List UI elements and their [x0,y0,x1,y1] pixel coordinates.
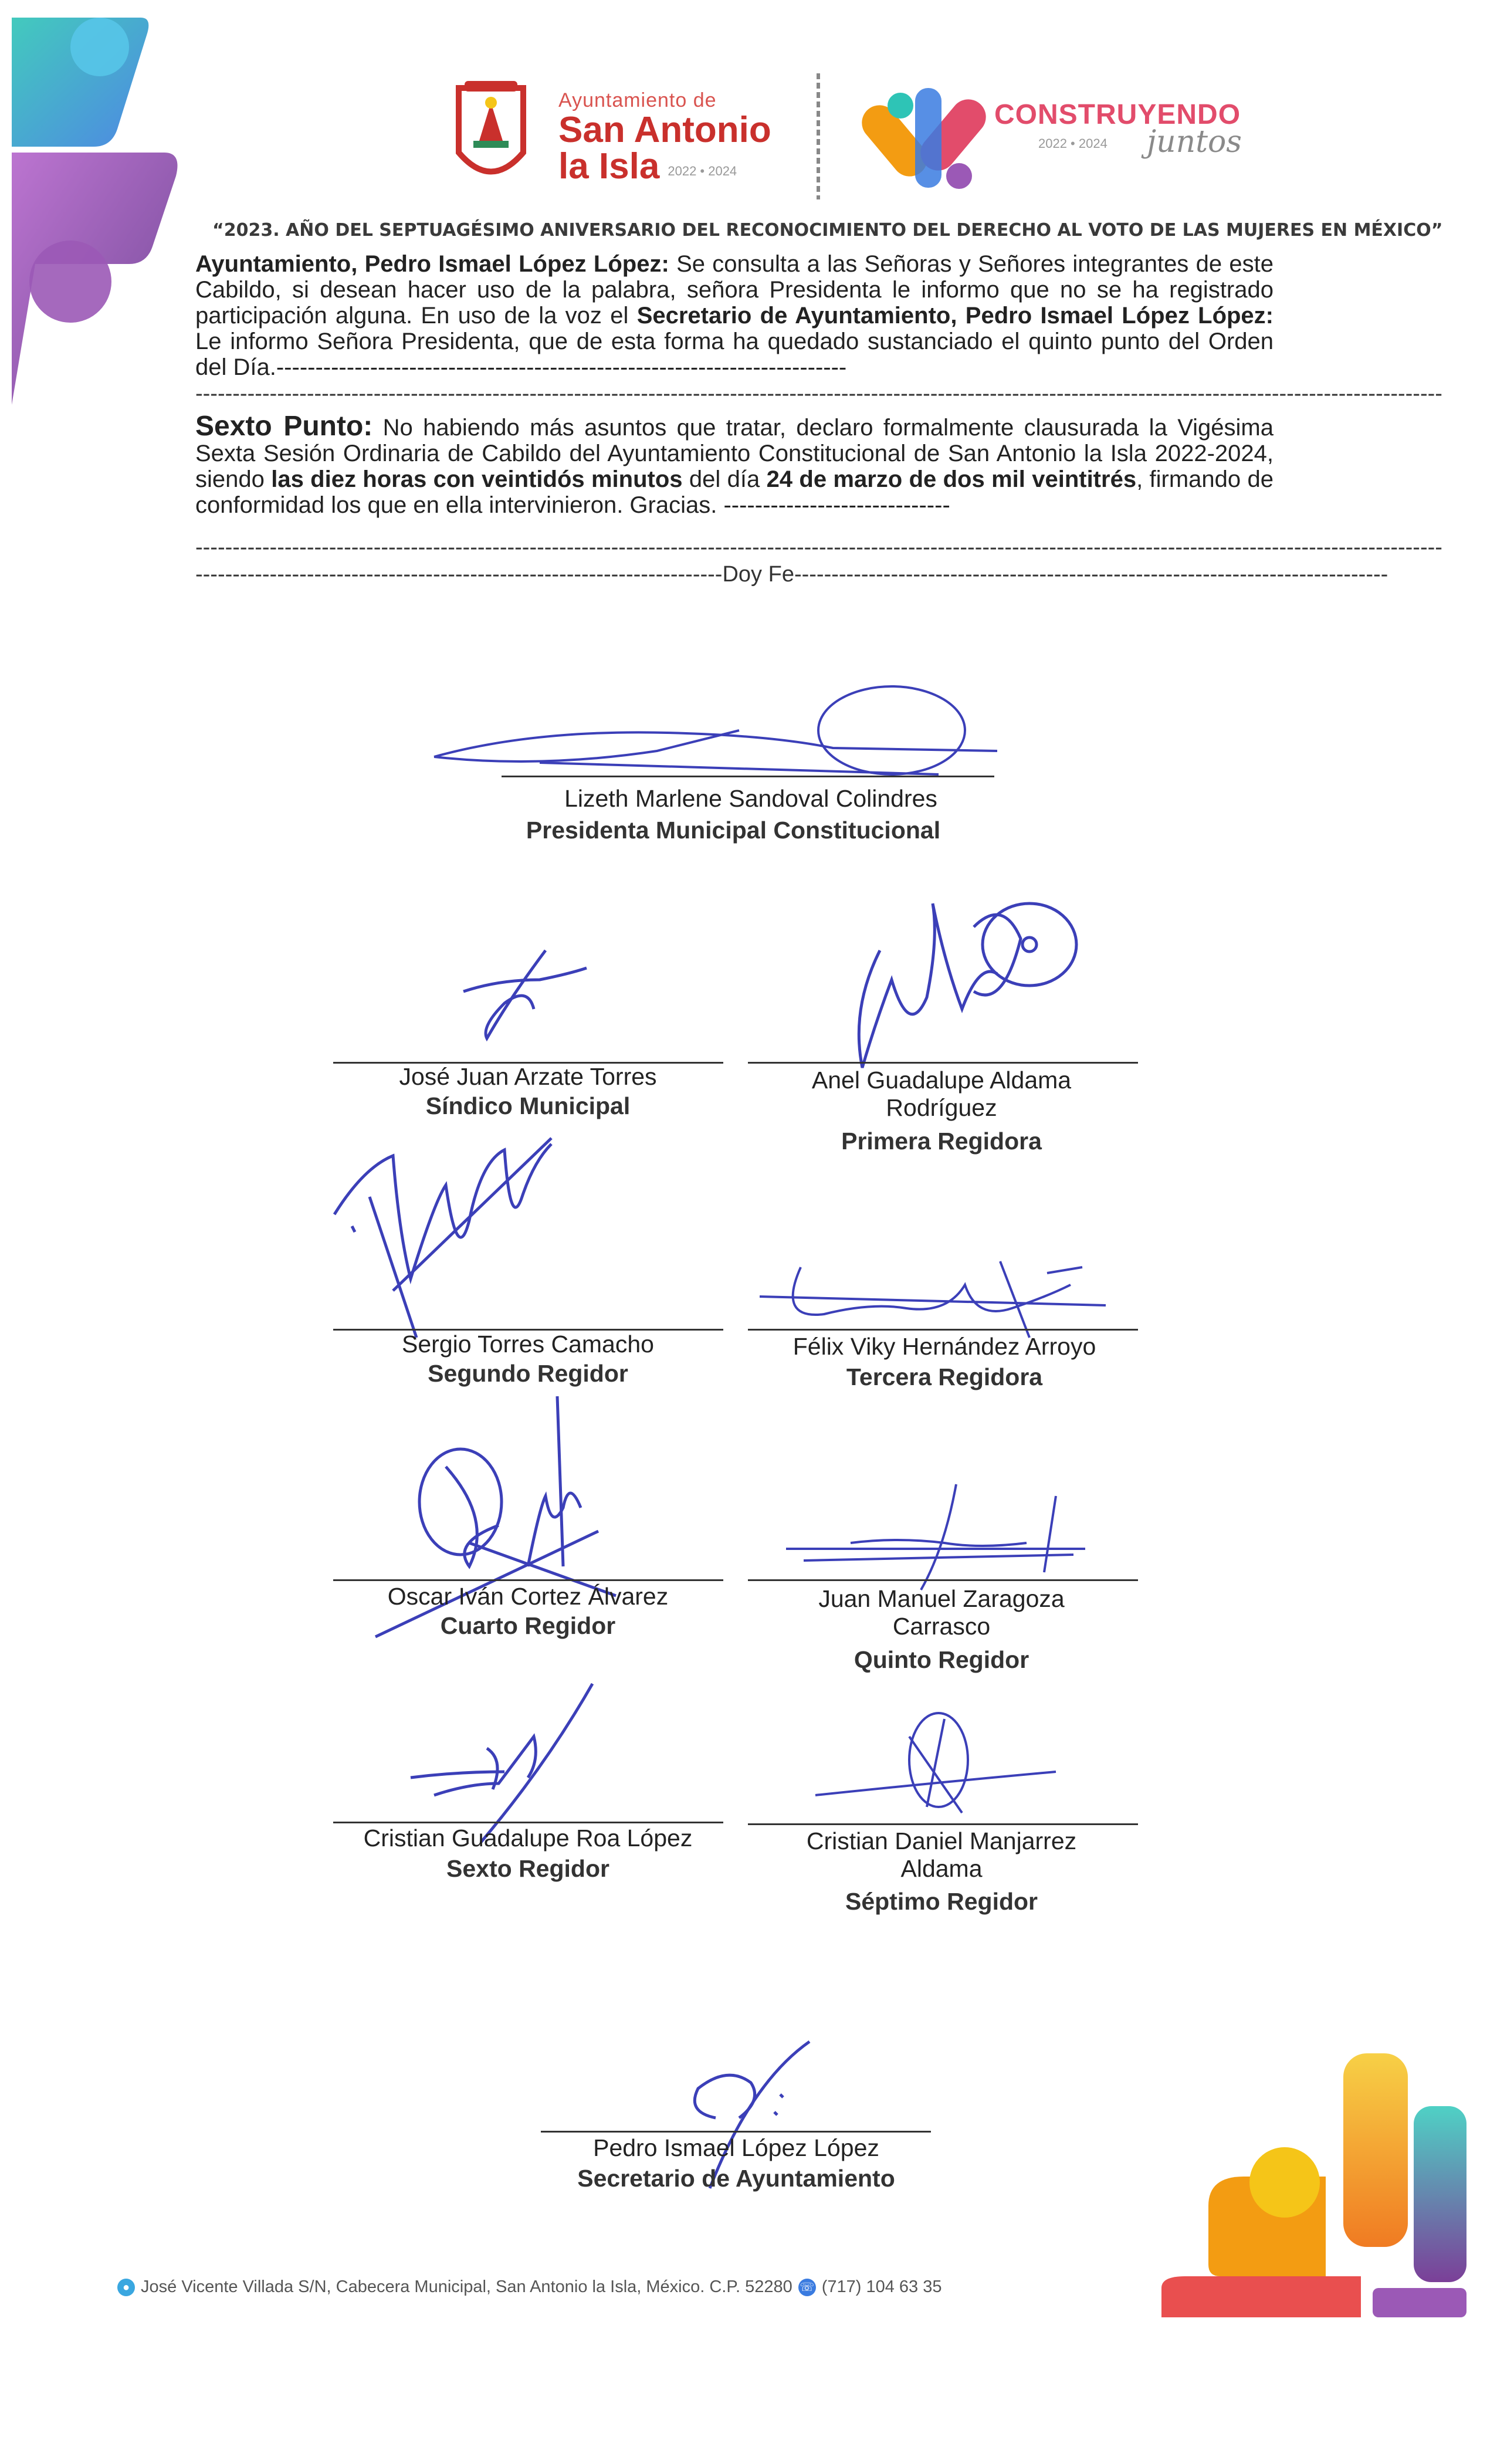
signatory-role: Séptimo Regidor [845,1888,1038,1915]
signatory-role: Secretario de Ayuntamiento [577,2165,895,2192]
signature-primera-regidora [827,892,1085,1085]
decorative-shapes-bottom-right [1150,2042,1478,2317]
signature-line [748,1823,1138,1825]
dash-filler: -------------------------------------------------------------------------------- [794,562,1388,587]
signature-line [502,776,994,777]
brand-title: CONSTRUYENDO [994,99,1241,130]
signature-presidenta [422,675,1009,792]
signatory-name: Oscar Iván Cortez Álvarez [387,1583,669,1610]
municipal-logo [447,76,535,194]
footer-contact [117,2277,942,2297]
paragraph-text: , firmando de conformidad los que en ella intervinieron. Gracias. [195,466,1274,518]
signatory-name: Juan Manuel Zaragoza Carrasco [818,1585,1065,1640]
municipal-name [558,89,805,185]
logo-line-3: la Isla [558,146,660,187]
signatory-name: Anel Guadalupe Aldama Rodríguez [811,1067,1072,1121]
dash-filler: ----------------------------------------------------------------------- [195,562,723,587]
footer-address: José Vicente Villada S/N, Cabecera Municipal, San Antonio la Isla, México. C.P. 52280 [141,2277,792,2296]
signatory-name: Cristian Daniel Manjarrez Aldama [806,1827,1077,1882]
construyendo-logo-icon [865,76,988,199]
session-date: 24 de marzo de dos mil veintitrés [766,466,1137,492]
dash-separator: ------------------------------------------------------------------------------------------------------------------------------------------------------------------------ [195,535,1442,560]
signature-sindico [452,939,598,1050]
signatory-role: Quinto Regidor [854,1646,1029,1673]
motto-banner: “2023. AÑO DEL SEPTUAGÉSIMO ANIVERSARIO DEL RECONOCIMIENTO DEL DERECHO AL VOTO DE LAS MUJERES EN MÉXICO” [212,220,1443,241]
signature-line [333,1579,723,1581]
signatory-name: Cristian Guadalupe Roa López [363,1825,693,1852]
signatory-role: Primera Regidora [841,1128,1042,1155]
signatory-name: Pedro Ismael López López [593,2134,879,2161]
signature-line [541,2131,931,2133]
signature-line [333,1822,723,1823]
signatory-name: José Juan Arzate Torres [399,1063,657,1090]
coat-of-arms-icon [447,76,535,194]
dash-separator: ------------------------------------------------------------------------------------------------------------------------------------------------------------------------ [195,381,1442,406]
signatory-name: Félix Viky Hernández Arroyo [792,1333,1096,1360]
phone-icon: ☏ [798,2279,816,2296]
decorative-shapes-top-left [0,0,194,422]
location-icon: ● [117,2279,135,2296]
logo-years: 2022 • 2024 [668,164,737,178]
signature-line [748,1062,1138,1064]
header-divider [817,73,820,199]
signatory-role: Tercera Regidora [846,1363,1043,1390]
paragraph-text: Se consulta a las Señoras y Señores integrantes de este Cabildo, si desean hacer uso de la palabra, señora Presidenta le informo que no se ha registrado participación alguna. En uso de la voz el [195,251,1274,329]
doy-fe-line [195,562,1388,587]
signatory-role: Síndico Municipal [425,1092,631,1119]
signatory-name: Lizeth Marlene Sandoval Colindres [564,785,937,812]
dash-filler: ------------------------------------------------------------------------- [276,354,847,380]
signature-line [748,1329,1138,1331]
signature-segundo-regidor [328,1115,587,1349]
paragraph-text: No habiendo más asuntos que tratar, declaro formalmente clausurada la Vigésima Sexta Sesión Ordinaria de Cabildo del Ayuntamiento Constitucional de San Antonio la Isla 2022-2024, siendo [195,415,1274,492]
section-heading: Sexto Punto: [195,411,373,442]
signature-septimo-regidor [810,1707,1068,1825]
paragraph-sexto-punto [195,411,1274,518]
session-time: las diez horas con veintidós minutos [271,466,683,492]
paragraph-quinto-punto [195,251,1274,380]
doy-fe: Doy Fe [722,562,794,587]
signatory-role: Sexto Regidor [446,1855,609,1882]
signature-quinto-regidor [780,1478,1097,1596]
brand-years: 2022 • 2024 [1038,136,1107,151]
signature-line [748,1579,1138,1581]
footer-phone: (717) 104 63 35 [821,2277,942,2296]
paragraph-text: Le informo Señora Presidenta, que de esta forma ha quedado sustanciado el quinto punto del Orden del Día. [195,329,1274,380]
speaker-label: Secretario de Ayuntamiento, Pedro Ismael López López: [636,303,1274,329]
speaker-label: Ayuntamiento, Pedro Ismael López López: [195,251,669,277]
signatory-role: Cuarto Regidor [440,1612,616,1639]
signatory-role: Presidenta Municipal Constitucional [526,817,941,844]
logo-line-2: San Antonio [558,110,771,150]
dash-filler: ----------------------------- [723,492,950,518]
logo-line-1: Ayuntamiento de [558,89,717,111]
signatory-role: Segundo Regidor [428,1360,628,1387]
paragraph-text: del día [682,466,767,492]
signatory-name: Sergio Torres Camacho [402,1331,654,1358]
brand-word: juntos [1147,124,1242,160]
